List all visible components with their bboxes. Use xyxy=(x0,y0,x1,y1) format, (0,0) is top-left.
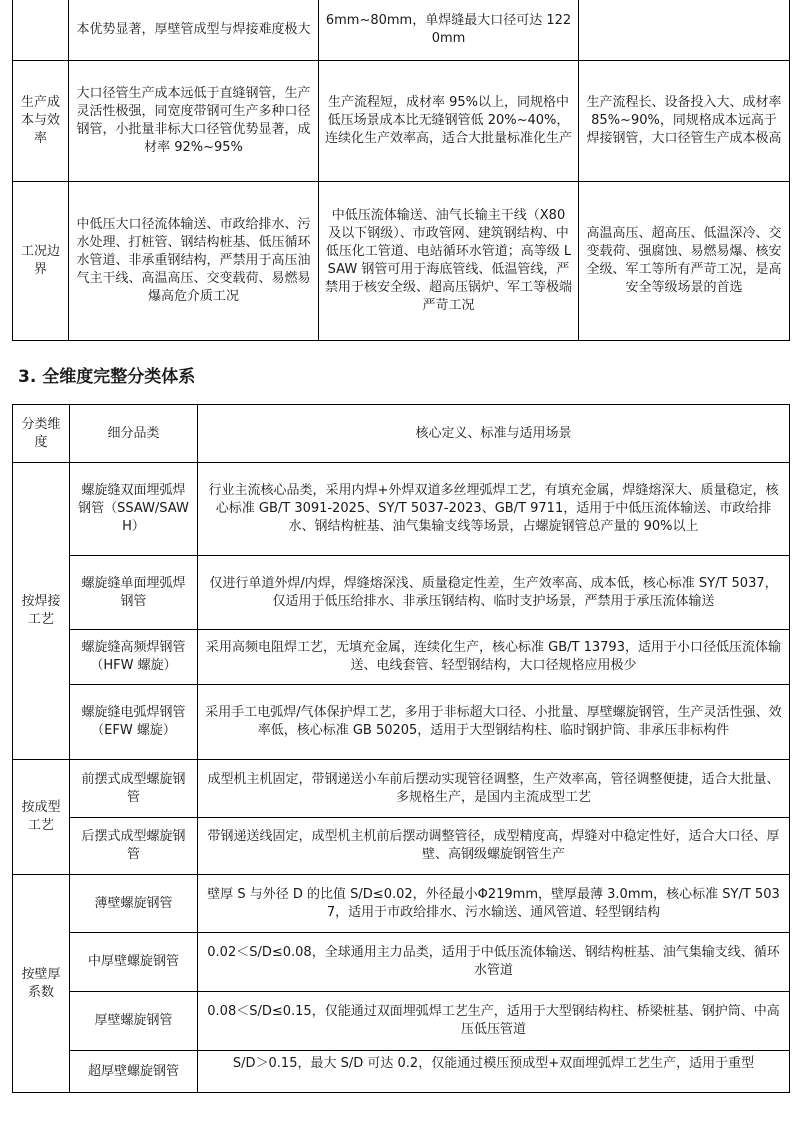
table-cell: 生产流程长、设备投入大、成材率 85%~90%，同规格成本远高于焊接钢管，大口径管生产成本极高 xyxy=(579,61,790,182)
category-cell: 按壁厚系数 xyxy=(13,875,70,1093)
row-label xyxy=(13,0,69,61)
item-name: 螺旋缝单面埋弧焊钢管 xyxy=(70,556,198,630)
category-cell: 按成型工艺 xyxy=(13,760,70,875)
item-name: 中厚壁螺旋钢管 xyxy=(70,933,198,992)
table-row xyxy=(13,685,790,760)
classification-table xyxy=(12,404,790,1093)
item-desc: 0.02＜S/D≤0.08，全球通用主力品类，适用于中低压流体输送、钢结构桩基、油气集输支线、循环水管道 xyxy=(198,933,790,992)
column-header: 分类维度 xyxy=(13,405,70,463)
item-desc: 仅进行单道外焊/内焊，焊缝熔深浅、质量稳定性差，生产效率高、成本低，核心标准 SY/T 5037，仅适用于低压给排水、非承压钢结构、临时支护场景，严禁用于承压流体输送 xyxy=(198,556,790,630)
table-row xyxy=(13,818,790,875)
table-cell: 生产流程短，成材率 95%以上，同规格中低压场景成本比无缝钢管低 20%~40%，连续化生产效率高，适合大批量标准化生产 xyxy=(319,61,579,182)
item-desc: 采用高频电阻焊工艺，无填充金属，连续化生产，核心标准 GB/T 13793，适用于小口径低压流体输送、电线套管、轻型钢结构，大口径规格应用极少 xyxy=(198,630,790,685)
item-desc: 带钢递送线固定，成型机主机前后摆动调整管径，成型精度高，焊缝对中稳定性好，适合大口径、厚壁、高钢级螺旋钢管生产 xyxy=(198,818,790,875)
table-cell xyxy=(579,0,790,61)
row-label: 生产成本与效率 xyxy=(13,61,69,182)
table-row xyxy=(13,992,790,1051)
category-cell: 按焊接工艺 xyxy=(13,463,70,760)
table-header-row xyxy=(13,405,790,463)
table-cell: 高温高压、超高压、低温深冷、交变载荷、强腐蚀、易燃易爆、核安全级、军工等所有严苛工况，是高安全等级场景的首选 xyxy=(579,182,790,341)
column-header: 核心定义、标准与适用场景 xyxy=(198,405,790,463)
table-row xyxy=(13,182,790,341)
table-row xyxy=(13,0,790,61)
table-row xyxy=(13,760,790,818)
table-cell: 6mm~80mm，单焊缝最大口径可达 1220mm xyxy=(319,0,579,61)
item-name: 前摆式成型螺旋钢管 xyxy=(70,760,198,818)
comparison-table xyxy=(12,0,790,341)
table-row xyxy=(13,463,790,556)
table-cell: 本优势显著，厚壁管成型与焊接难度极大 xyxy=(69,0,319,61)
item-desc: 壁厚 S 与外径 D 的比值 S/D≤0.02，外径最小Φ219mm，壁厚最薄 3.0mm，核心标准 SY/T 5037，适用于市政给排水、污水输送、通风管道、轻型钢结构 xyxy=(198,875,790,933)
item-desc: 0.08＜S/D≤0.15，仅能通过双面埋弧焊工艺生产，适用于大型钢结构柱、桥梁桩基、钢护筒、中高压低压管道 xyxy=(198,992,790,1051)
table-row xyxy=(13,875,790,933)
table-row xyxy=(13,1051,790,1093)
item-name: 厚壁螺旋钢管 xyxy=(70,992,198,1051)
item-name: 螺旋缝双面埋弧焊钢管（SSAW/SAWH） xyxy=(70,463,198,556)
item-name: 薄壁螺旋钢管 xyxy=(70,875,198,933)
item-desc: 成型机主机固定，带钢递送小车前后摆动实现管径调整，生产效率高，管径调整便捷，适合大批量、多规格生产，是国内主流成型工艺 xyxy=(198,760,790,818)
item-desc: S/D＞0.15，最大 S/D 可达 0.2，仅能通过模压预成型+双面埋弧焊工艺生产，适用于重型 xyxy=(198,1051,790,1093)
item-name: 超厚壁螺旋钢管 xyxy=(70,1051,198,1093)
table-row xyxy=(13,630,790,685)
item-name: 后摆式成型螺旋钢管 xyxy=(70,818,198,875)
item-name: 螺旋缝电弧焊钢管（EFW 螺旋） xyxy=(70,685,198,760)
table-row xyxy=(13,556,790,630)
table-row xyxy=(13,61,790,182)
item-name: 螺旋缝高频焊钢管（HFW 螺旋） xyxy=(70,630,198,685)
table-cell: 大口径管生产成本远低于直缝钢管，生产灵活性极强，同宽度带钢可生产多种口径钢管，小批量非标大口径管优势显著，成材率 92%~95% xyxy=(69,61,319,182)
table-cell: 中低压流体输送、油气长输主干线（X80 及以下钢级）、市政管网、建筑钢结构、中低压化工管道、电站循环水管道；高等级 LSAW 钢管可用于海底管线、低温管线，严禁用于核安全级、超高压锅炉、军工等极端严苛工况 xyxy=(319,182,579,341)
table-cell: 中低压大口径流体输送、市政给排水、污水处理、打桩管、钢结构桩基、低压循环水管道、非承重钢结构，严禁用于高压油气主干线、高温高压、交变载荷、易燃易爆高危介质工况 xyxy=(69,182,319,341)
section-heading: 3. 全维度完整分类体系 xyxy=(18,367,196,387)
item-desc: 采用手工电弧焊/气体保护焊工艺，多用于非标超大口径、小批量、厚壁螺旋钢管，生产灵活性强、效率低，核心标准 GB 50205，适用于大型钢结构柱、临时钢护筒、非承压非标构件 xyxy=(198,685,790,760)
table-row xyxy=(13,933,790,992)
row-label: 工况边界 xyxy=(13,182,69,341)
column-header: 细分品类 xyxy=(70,405,198,463)
item-desc: 行业主流核心品类，采用内焊+外焊双道多丝埋弧焊工艺，有填充金属，焊缝熔深大、质量稳定，核心标准 GB/T 3091-2025、SY/T 5037-2023、GB/T 9711，适用于中低压流体输送、市政给排水、钢结构桩基、油气集输支线等场景，占螺旋钢管总产量的 90%以上 xyxy=(198,463,790,556)
